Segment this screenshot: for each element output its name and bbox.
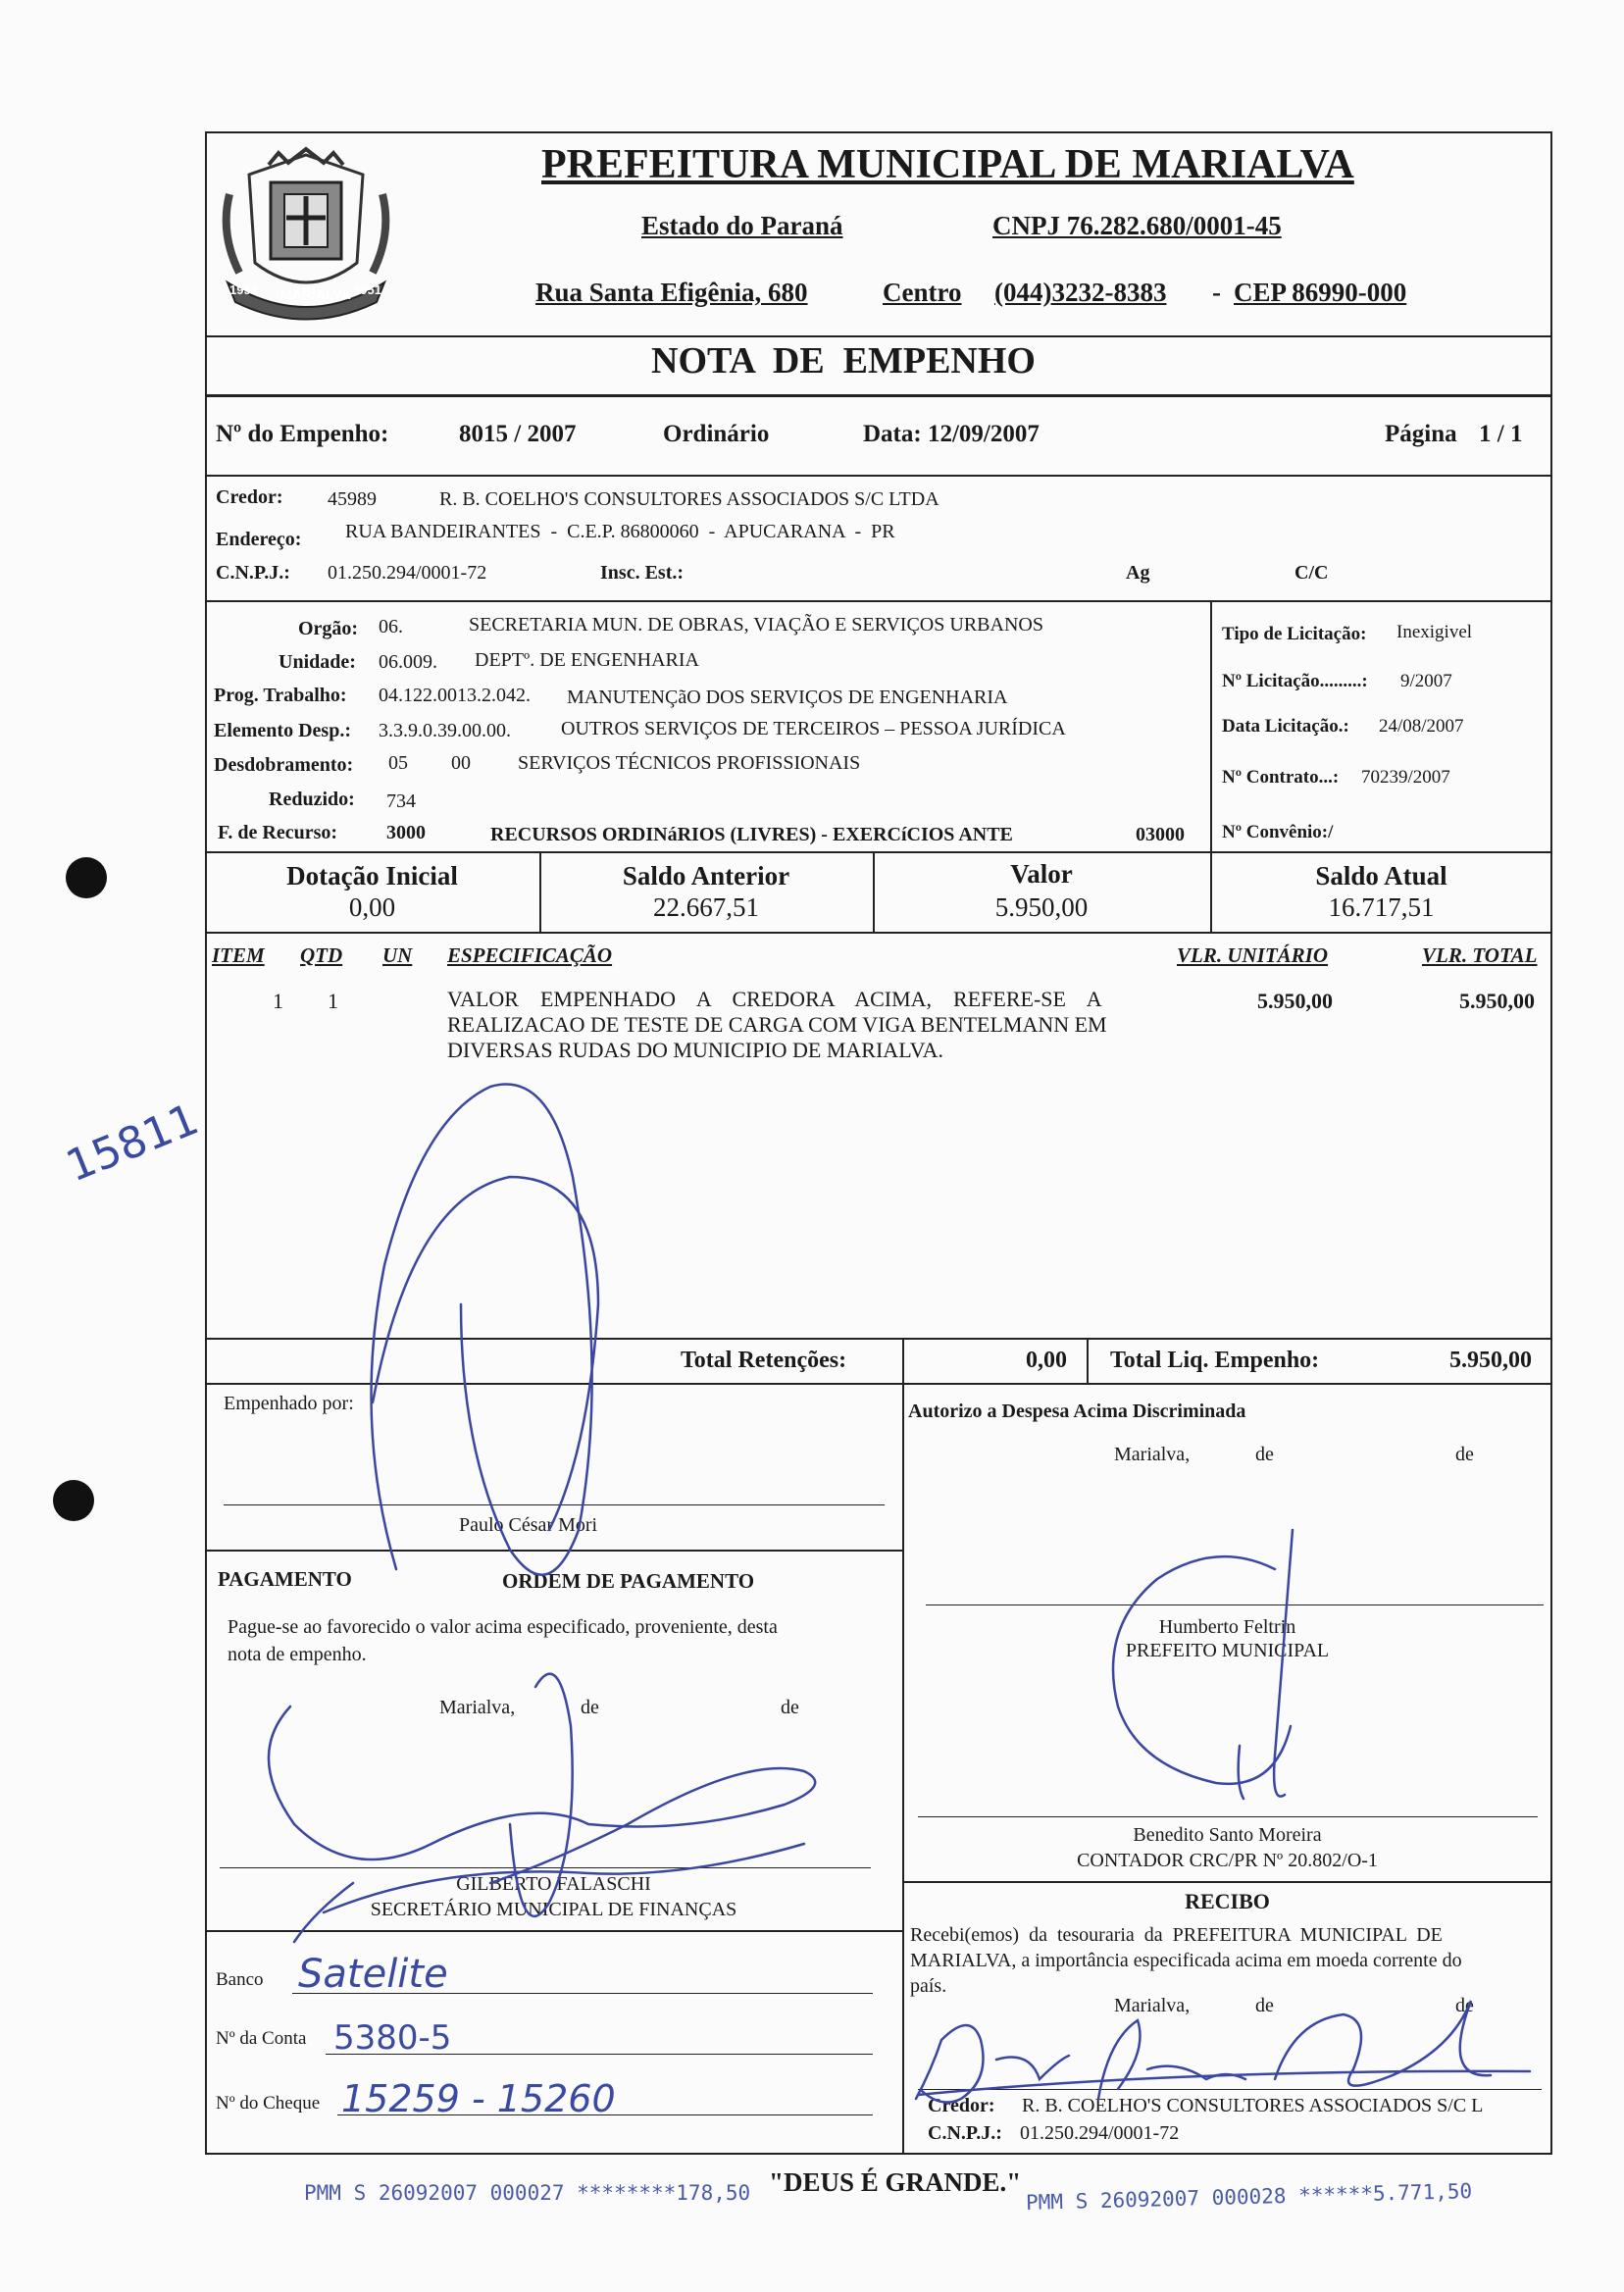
divider — [205, 1383, 1552, 1385]
desdobramento-label: Desdobramento: — [214, 754, 354, 776]
unidade-label: Unidade: — [279, 651, 356, 673]
fonte-recurso-label: F. de Recurso: — [218, 822, 338, 843]
orgao-code: 06. — [379, 616, 403, 637]
contador-name: Benedito Santo Moreira — [1133, 1824, 1322, 1846]
desdobramento-code1: 05 — [388, 752, 408, 774]
seal-ribbon-text: MARIALVA — [280, 286, 351, 302]
licitacao-date-label: Data Licitação.: — [1222, 716, 1349, 737]
contador-title: CONTADOR CRC/PR Nº 20.802/O-1 — [1077, 1850, 1378, 1871]
items-header-qtd: QTD — [300, 943, 343, 967]
fonte-recurso-code2: 03000 — [1136, 824, 1185, 845]
pagamento-de1: de — [581, 1697, 599, 1718]
divider — [1087, 1338, 1089, 1383]
autorizo-de2: de — [1455, 1444, 1474, 1465]
banco-value: Satelite — [298, 1952, 448, 1997]
empenho-date: Data: 12/09/2007 — [863, 421, 1040, 447]
recibo-text-line1: Recebi(emos) da tesouraria da PREFEITURA MUNICIPAL DE — [910, 1924, 1443, 1946]
credor-ag-label: Ag — [1126, 562, 1150, 584]
contrato-label: Nº Contrato...: — [1222, 767, 1340, 788]
pagamento-text-line1: Pague-se ao favorecido o valor acima especificado, proveniente, desta — [228, 1616, 778, 1638]
header-address: Rua Santa Efigênia, 680 — [535, 278, 808, 307]
dotacao-inicial-value: 0,00 — [348, 892, 396, 922]
margin-note: 15811 — [59, 1094, 206, 1193]
punch-hole-top — [66, 857, 107, 898]
divider — [205, 1338, 1552, 1340]
mayor-name: Humberto Feltrin — [1158, 1616, 1296, 1638]
fonte-recurso-code: 3000 — [386, 822, 426, 843]
recibo-text-line3: país. — [910, 1975, 947, 1997]
pagamento-de2: de — [781, 1697, 799, 1718]
total-liquido-value: 5.950,00 — [1449, 1348, 1532, 1373]
secretario-title: SECRETÁRIO MUNICIPAL DE FINANÇAS — [370, 1899, 737, 1920]
header-title: PREFEITURA MUNICIPAL DE MARIALVA — [541, 142, 1354, 187]
autorizo-label: Autorizo a Despesa Acima Discriminada — [908, 1401, 1246, 1422]
items-header-item: ITEM — [212, 943, 265, 967]
unidade-desc: DEPTº. DE ENGENHARIA — [475, 649, 699, 671]
mayor-title: PREFEITO MUNICIPAL — [1125, 1640, 1330, 1661]
empenho-number: 8015 / 2007 — [459, 421, 577, 447]
divider — [1210, 600, 1212, 861]
header-phone: (044)3232-8383 — [994, 278, 1167, 307]
valor-label: Valor — [1010, 859, 1073, 889]
recibo-text-line2: MARIALVA, a importância especificada acima em moeda corrente do — [910, 1950, 1462, 1971]
credor-name: R. B. COELHO'S CONSULTORES ASSOCIADOS S/C LTDA — [439, 488, 939, 510]
total-retencoes-label: Total Retenções: — [681, 1348, 847, 1373]
credor-label: Credor: — [216, 486, 283, 508]
divider — [205, 851, 1552, 853]
municipal-seal-icon — [210, 135, 402, 328]
divider — [205, 932, 1552, 934]
divider — [205, 394, 1552, 397]
pagamento-label: PAGAMENTO — [218, 1567, 352, 1591]
divider — [902, 1881, 1552, 1883]
prog-trabalho-desc: MANUTENÇãO DOS SERVIÇOS DE ENGENHARIA — [567, 687, 1008, 708]
autorizo-city: Marialva, — [1114, 1444, 1191, 1465]
recibo-city: Marialva, — [1114, 1995, 1191, 2016]
item-desc-line1: VALOR EMPENHADO A CREDORA ACIMA, REFERE-SE A — [447, 987, 1102, 1011]
divider — [205, 335, 1552, 337]
pagamento-city: Marialva, — [439, 1697, 516, 1718]
orgao-label: Orgão: — [298, 618, 359, 639]
signature-line — [926, 1604, 1544, 1605]
total-liquido-label: Total Liq. Empenho: — [1110, 1348, 1320, 1373]
licitacao-number-value: 9/2007 — [1400, 671, 1452, 691]
header-district: Centro — [883, 278, 962, 307]
recibo-cnpj-value: 01.250.294/0001-72 — [1020, 2122, 1180, 2144]
credor-code: 45989 — [328, 488, 377, 510]
recibo-title: RECIBO — [1185, 1889, 1270, 1913]
prog-trabalho-code: 04.122.0013.2.042. — [379, 685, 531, 706]
credor-cnpj-label: C.N.P.J.: — [216, 562, 290, 584]
divider — [205, 1930, 902, 1932]
header-cnpj: CNPJ 76.282.680/0001-45 — [992, 211, 1282, 240]
cheque-label: Nº do Cheque — [216, 2093, 321, 2114]
empenho-number-label: Nº do Empenho: — [216, 421, 389, 447]
empenhado-por-label: Empenhado por: — [224, 1393, 354, 1414]
total-retencoes-value: 0,00 — [1026, 1348, 1067, 1373]
contrato-value: 70239/2007 — [1361, 767, 1450, 788]
recibo-credor-label: Credor: — [928, 2095, 995, 2116]
divider — [902, 1338, 904, 1383]
header-state: Estado do Paraná — [641, 211, 843, 240]
desdobramento-code2: 00 — [451, 752, 471, 774]
footer-stamp-left: PMM S 26092007 000027 ********178,50 — [304, 2181, 751, 2205]
licitacao-type-label: Tipo de Licitação: — [1222, 624, 1367, 644]
convenio-label: Nº Convênio:/ — [1222, 822, 1334, 842]
page-label: Página — [1385, 421, 1457, 447]
dotacao-inicial-label: Dotação Inicial — [286, 861, 458, 891]
items-header-vlr-total: VLR. TOTAL — [1422, 943, 1538, 967]
header-dash: - — [1212, 278, 1221, 307]
fonte-recurso-desc: RECURSOS ORDINáRIOS (LIVRES) - EXERCíCIOS ANTE — [490, 824, 1013, 845]
seal-year-right: 1951 — [353, 282, 381, 297]
conta-label: Nº da Conta — [216, 2028, 307, 2049]
elemento-desc: OUTROS SERVIÇOS DE TERCEIROS – PESSOA JURÍDICA — [561, 718, 1066, 739]
saldo-anterior-value: 22.667,51 — [653, 892, 759, 922]
item-qtd: 1 — [328, 989, 338, 1013]
punch-hole-bottom — [53, 1480, 94, 1521]
credor-insc-label: Insc. Est.: — [600, 562, 685, 584]
seal-year-left: 1951 — [229, 282, 258, 297]
licitacao-date-value: 24/08/2007 — [1379, 716, 1464, 737]
doc-title: NOTA DE EMPENHO — [651, 340, 1036, 382]
items-header-espec: ESPECIFICAÇÃO — [447, 943, 613, 967]
banco-label: Banco — [216, 1969, 264, 1990]
conta-value: 5380-5 — [333, 2018, 452, 2058]
item-vlr-unit: 5.950,00 — [1257, 989, 1333, 1013]
recibo-credor-value: R. B. COELHO'S CONSULTORES ASSOCIADOS S/C L — [1022, 2095, 1484, 2116]
signature-line — [220, 1867, 871, 1868]
signature-line — [224, 1504, 885, 1505]
item-desc-line3: DIVERSAS RUDAS DO MUNICIPIO DE MARIALVA. — [447, 1038, 944, 1062]
saldo-atual-value: 16.717,51 — [1328, 892, 1435, 922]
credor-address-label: Endereço: — [216, 529, 302, 550]
items-header-vlr-unit: VLR. UNITÁRIO — [1177, 943, 1329, 967]
orgao-desc: SECRETARIA MUN. DE OBRAS, VIAÇÃO E SERVIÇOS URBANOS — [469, 614, 1043, 636]
divider — [205, 475, 1552, 477]
signature-line — [918, 1816, 1538, 1817]
licitacao-type-value: Inexigivel — [1396, 622, 1473, 642]
desdobramento-desc: SERVIÇOS TÉCNICOS PROFISSIONAIS — [518, 752, 861, 774]
pagamento-text-line2: nota de empenho. — [228, 1644, 367, 1665]
signature-line — [918, 2089, 1542, 2090]
page-value: 1 / 1 — [1479, 421, 1523, 447]
reduzido-code: 734 — [386, 790, 416, 812]
credor-cc-label: C/C — [1294, 562, 1329, 584]
divider — [205, 1550, 902, 1552]
ordem-pagamento-label: ORDEM DE PAGAMENTO — [502, 1569, 755, 1593]
credor-cnpj: 01.250.294/0001-72 — [328, 562, 487, 584]
empenho-type: Ordinário — [663, 421, 770, 447]
autorizo-de1: de — [1255, 1444, 1274, 1465]
valor-value: 5.950,00 — [994, 892, 1089, 922]
footer-motto: "DEUS É GRANDE." — [769, 2167, 1022, 2197]
recibo-de2: de — [1455, 1995, 1474, 2016]
divider — [205, 600, 1552, 602]
secretario-name: GILBERTO FALASCHI — [456, 1873, 651, 1895]
credor-address: RUA BANDEIRANTES - C.E.P. 86800060 - APUCARANA - PR — [345, 521, 895, 542]
empenhado-por-name: Paulo César Mori — [459, 1514, 598, 1536]
elemento-label: Elemento Desp.: — [214, 720, 351, 741]
item-number: 1 — [273, 989, 283, 1013]
footer-stamp-right: PMM S 26092007 000028 ******5.771,50 — [1025, 2179, 1473, 2215]
licitacao-number-label: Nº Licitação.........: — [1222, 671, 1368, 691]
saldo-atual-label: Saldo Atual — [1315, 861, 1447, 891]
prog-trabalho-label: Prog. Trabalho: — [214, 685, 347, 706]
items-header-un: UN — [382, 943, 413, 967]
reduzido-label: Reduzido: — [269, 789, 355, 810]
recibo-cnpj-label: C.N.P.J.: — [928, 2122, 1002, 2144]
item-vlr-total: 5.950,00 — [1459, 989, 1535, 1013]
unidade-code: 06.009. — [379, 651, 437, 673]
cheque-value: 15259 - 15260 — [341, 2077, 616, 2120]
divider — [902, 1383, 904, 2155]
recibo-de1: de — [1255, 1995, 1274, 2016]
saldo-anterior-label: Saldo Anterior — [622, 861, 790, 891]
elemento-code: 3.3.9.0.39.00.00. — [379, 720, 511, 741]
item-desc-line2: REALIZACAO DE TESTE DE CARGA COM VIGA BENTELMANN EM — [447, 1012, 1107, 1037]
header-cep: CEP 86990-000 — [1234, 278, 1407, 307]
